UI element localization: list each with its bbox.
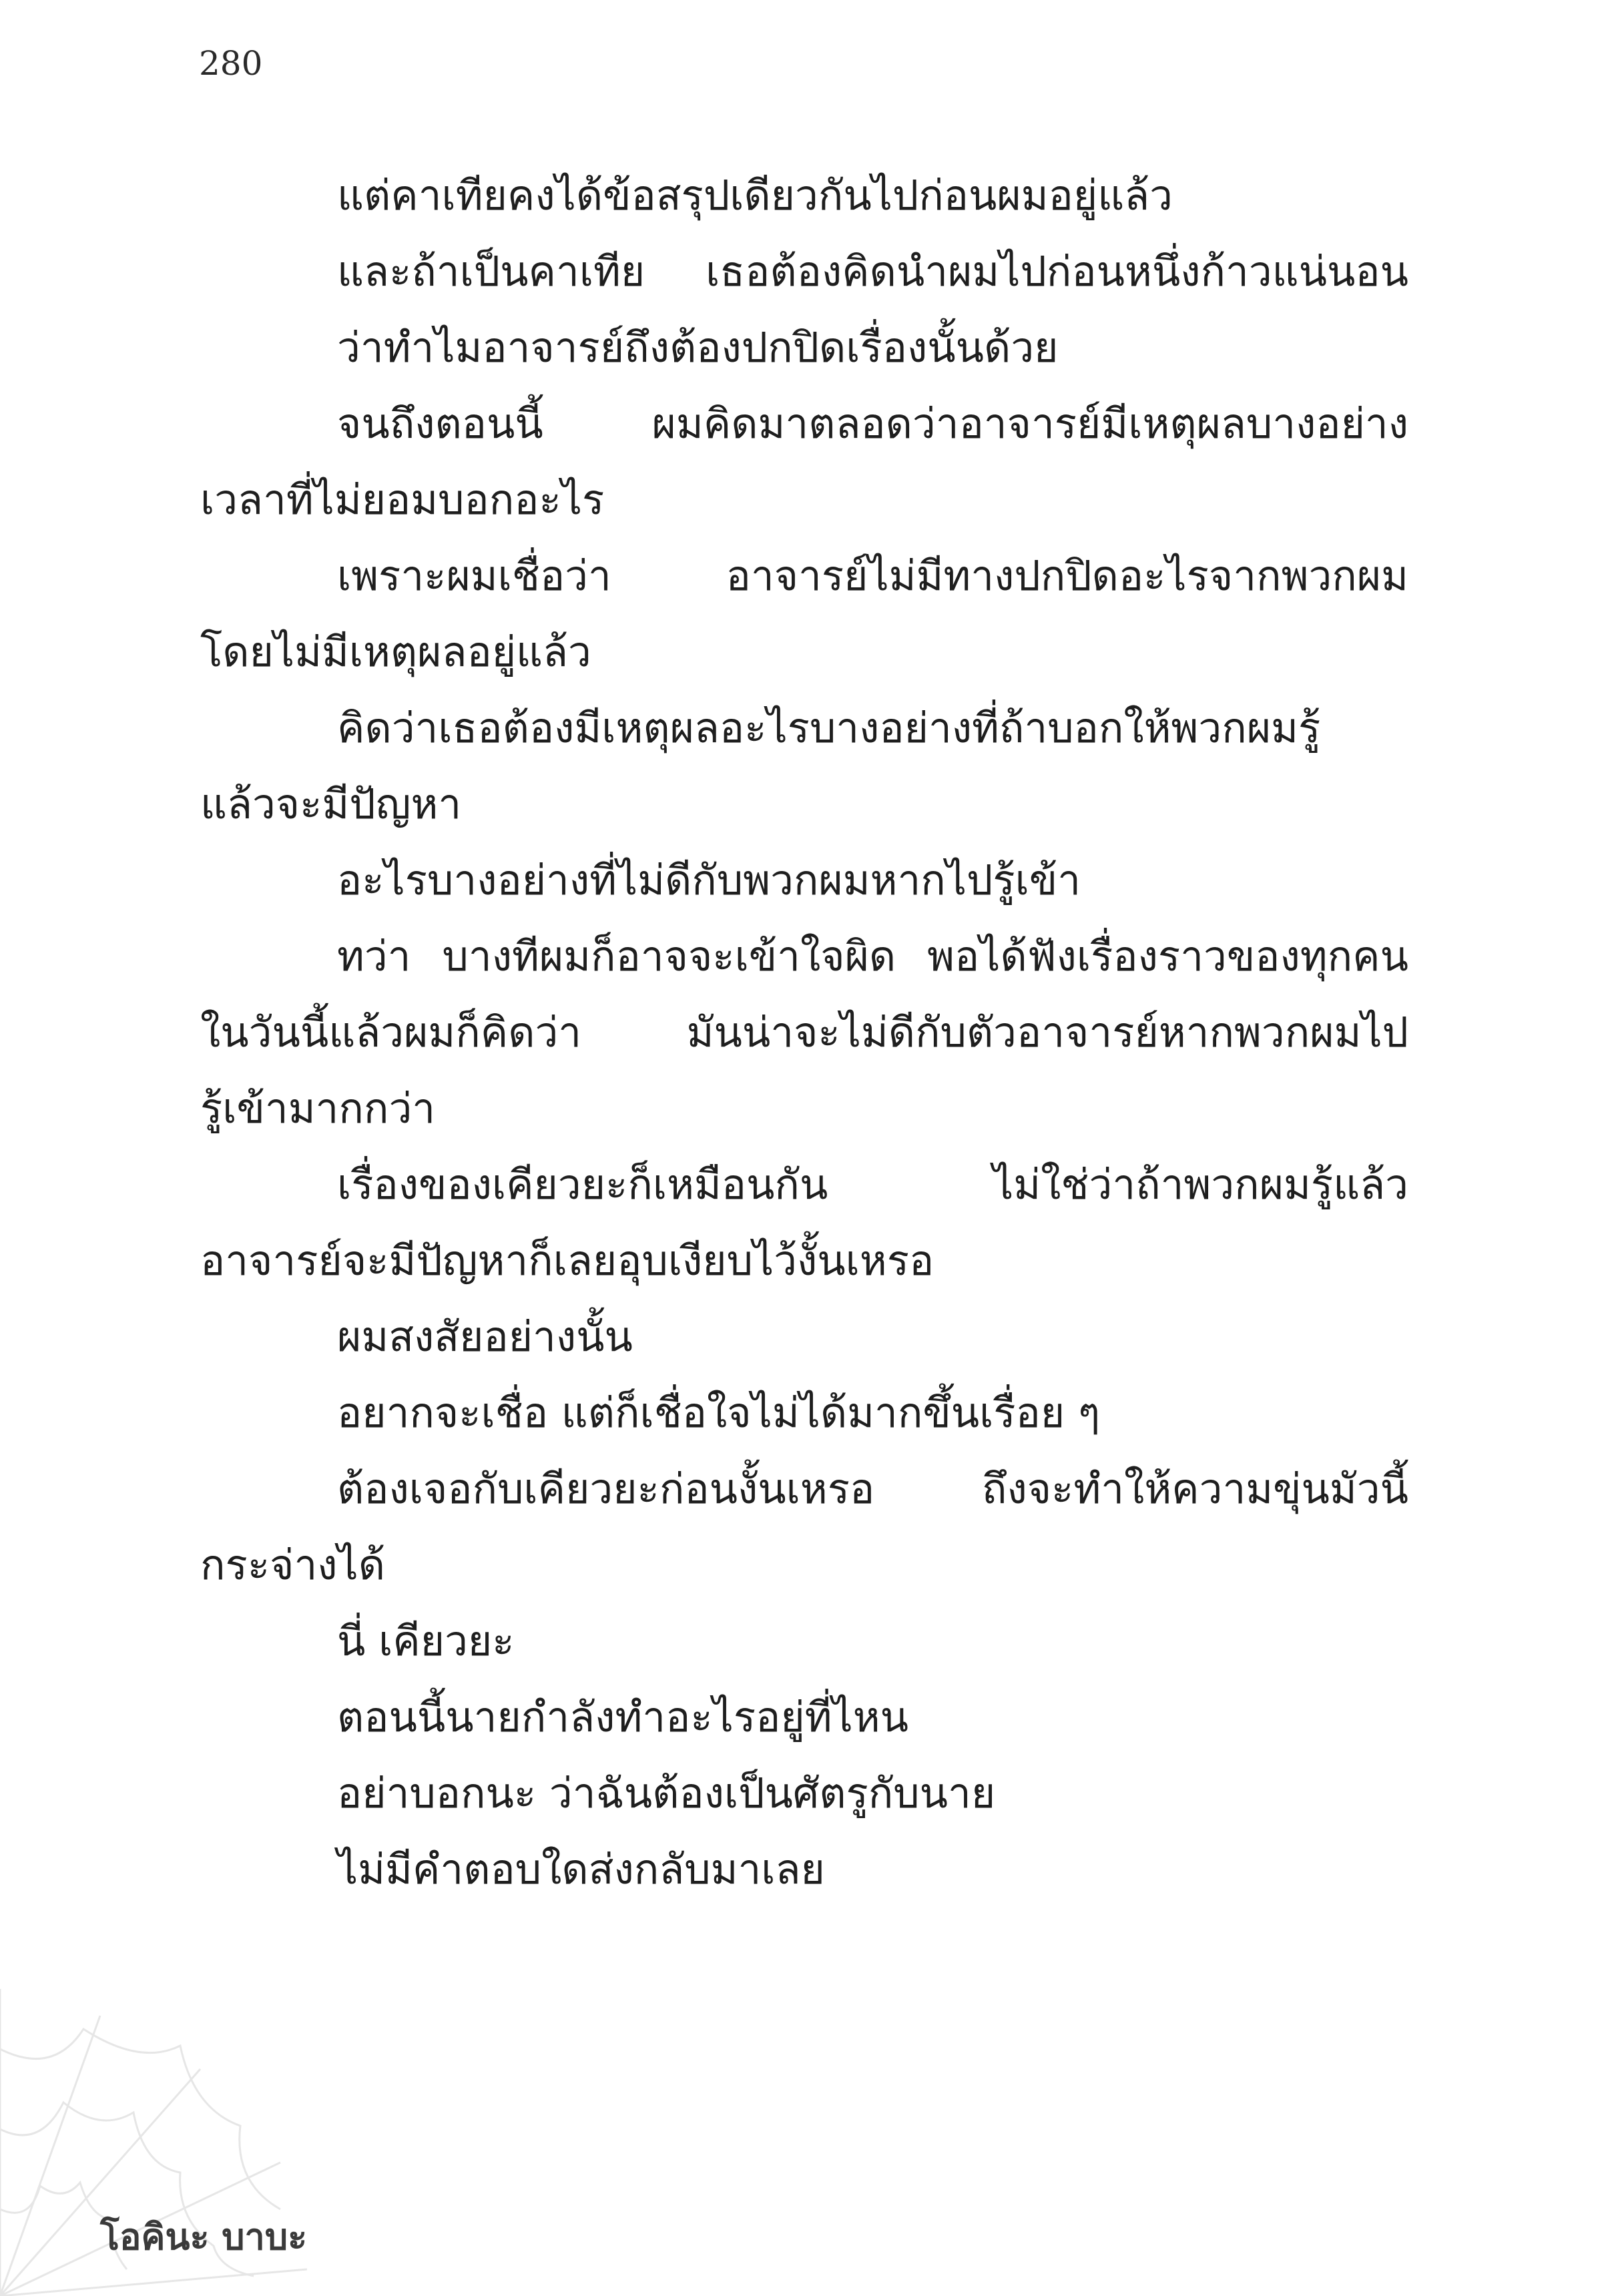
text-line: อะไรบางอย่างที่ไม่ดีกับพวกผมหากไปรู้เข้า xyxy=(337,856,1081,904)
text-line: รู้เข้ามากกว่า xyxy=(200,1084,436,1133)
text-line: แล้วจะมีปัญหา xyxy=(200,780,462,828)
text-line: นี่ เคียวยะ xyxy=(337,1617,515,1665)
text-line: คิดว่าเธอต้องมีเหตุผลอะไรบางอย่างที่ถ้าบอกให้พวกผมรู้ xyxy=(337,703,1321,752)
text-line: โดยไม่มีเหตุผลอยู่แล้ว xyxy=(200,627,591,676)
text-line: อย่าบอกนะ ว่าฉันต้องเป็นศัตรูกับนาย xyxy=(337,1769,996,1817)
text-line: เพราะผมเชื่อว่า อาจารย์ไม่มีทางปกปิดอะไรจากพวกผม xyxy=(337,551,1408,600)
text-line: เรื่องของเคียวยะก็เหมือนกัน ไม่ใช่ว่าถ้าพวกผมรู้แล้ว xyxy=(337,1160,1408,1209)
text-line: ว่าทำไมอาจารย์ถึงต้องปกปิดเรื่องนั้นด้วย xyxy=(337,323,1059,372)
text-line: อยากจะเชื่อ แต่ก็เชื่อใจไม่ได้มากขึ้นเรื่อย ๆ xyxy=(337,1388,1101,1437)
text-line: และถ้าเป็นคาเทีย เธอต้องคิดนำผมไปก่อนหนึ่งก้าวแน่นอน xyxy=(337,247,1408,296)
text-line: อาจารย์จะมีปัญหาก็เลยอุบเงียบไว้งั้นเหรอ xyxy=(200,1236,934,1285)
text-line: ต้องเจอกับเคียวยะก่อนงั้นเหรอ ถึงจะทำให้ความขุ่นมัวนี้ xyxy=(337,1464,1408,1513)
text-line: แต่คาเทียคงได้ข้อสรุปเดียวกันไปก่อนผมอยู่แล้ว xyxy=(337,171,1173,220)
text-line: กระจ่างได้ xyxy=(200,1540,386,1589)
text-line: ในวันนี้แล้วผมก็คิดว่า มันน่าจะไม่ดีกับตัวอาจารย์หากพวกผมไป xyxy=(200,1008,1408,1057)
text-line: เวลาที่ไม่ยอมบอกอะไร xyxy=(200,475,605,524)
author-name: โอคินะ บาบะ xyxy=(100,2216,308,2258)
text-line: ไม่มีคำตอบใดส่งกลับมาเลย xyxy=(337,1845,825,1894)
page-number: 280 xyxy=(199,44,263,83)
text-line: ผมสงสัยอย่างนั้น xyxy=(337,1312,633,1361)
body-text xyxy=(200,158,1408,1908)
text-line: ตอนนี้นายกำลังทำอะไรอยู่ที่ไหน xyxy=(337,1693,908,1741)
text-line: จนถึงตอนนี้ ผมคิดมาตลอดว่าอาจารย์มีเหตุผลบางอย่าง xyxy=(337,399,1408,448)
text-line: ทว่า บางทีผมก็อาจจะเข้าใจผิด พอได้ฟังเรื่องราวของทุกคน xyxy=(337,932,1408,980)
